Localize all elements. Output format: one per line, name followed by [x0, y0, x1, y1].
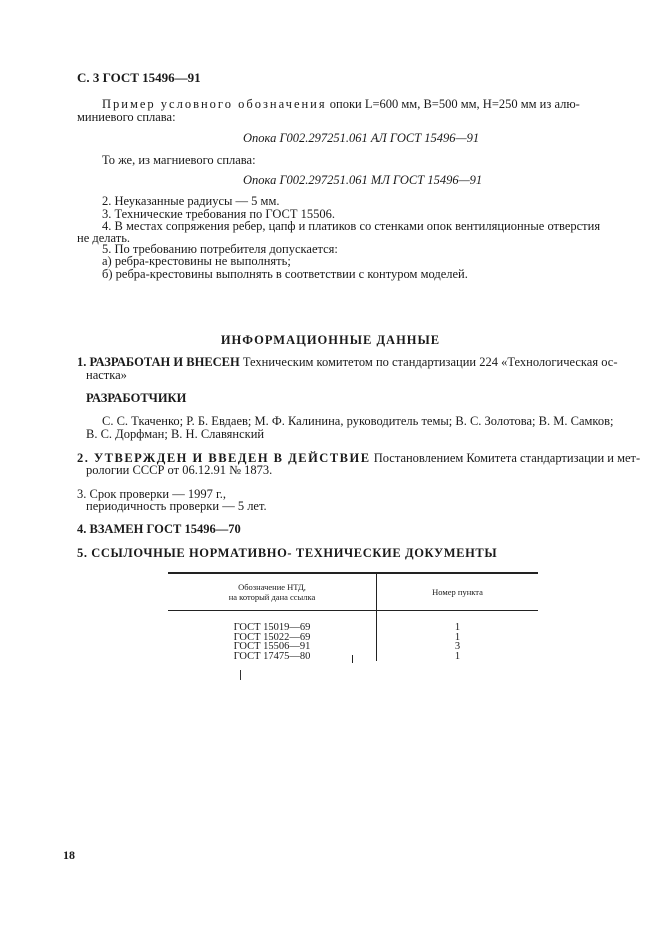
col-header-document-line-1: Обозначение НТД,: [238, 582, 306, 592]
info-section-title: ИНФОРМАЦИОННЫЕ ДАННЫЕ: [220, 333, 441, 347]
page-header: С. 3 ГОСТ 15496—91: [77, 70, 201, 85]
table-row: [168, 642, 538, 652]
table-cell-item: 1: [377, 611, 539, 633]
reference-documents-table: [168, 572, 538, 661]
scan-mark: [240, 670, 241, 680]
same-magnesium-line: То же, из магниевого сплава:: [102, 153, 256, 167]
col-header-item-number: Номер пункта: [377, 573, 539, 611]
table-row: [168, 633, 538, 643]
table-cell-document: ГОСТ 15019—69: [233, 622, 311, 633]
table-row: [168, 611, 538, 633]
info-item-5: 5. ССЫЛОЧНЫЕ НОРМАТИВНО- ТЕХНИЧЕСКИЕ ДОКУМЕНТЫ: [77, 546, 498, 560]
page-number: 18: [63, 848, 75, 862]
info-item-1-head: 1. РАЗРАБОТАН И ВНЕСЕН: [77, 355, 240, 369]
note-2: 2. Неуказанные радиусы — 5 мм.: [102, 194, 280, 208]
note-5b: б) ребра-крестовины выполнять в соответствии с контуром моделей.: [102, 267, 468, 281]
info-item-1-line-2: настка»: [86, 368, 127, 382]
table-cell-document: ГОСТ 15022—69: [233, 631, 311, 643]
example-line-2: миниевого сплава:: [77, 110, 176, 124]
col-header-document-line-2: на который дана ссылка: [228, 592, 316, 602]
info-item-3-line-1: 3. Срок проверки — 1997 г.,: [77, 487, 226, 501]
info-item-2-head: 2. УТВЕРЖДЕН И ВВЕДЕН В ДЕЙСТВИЕ: [77, 451, 371, 465]
note-3: 3. Технические требования по ГОСТ 15506.: [102, 207, 335, 221]
table-cell-document: ГОСТ 15506—91: [233, 641, 311, 652]
note-4-line-2: не делать.: [77, 231, 131, 245]
info-item-1-rest: Техническим комитетом по стандартизации 224 «Технологическая ос-: [242, 355, 618, 369]
col-header-document: [168, 573, 377, 611]
table-cell-document: ГОСТ 17475—80: [233, 650, 311, 662]
developers-line-2: В. С. Дорфман; В. Н. Славянский: [86, 427, 265, 441]
example-line-1-rest: опоки L=600 мм, B=500 мм, H=250 мм из алю-: [329, 97, 580, 111]
designation-aluminum: Опока Г002.297251.061 АЛ ГОСТ 15496—91: [243, 131, 480, 145]
table-cell-item: 1: [377, 652, 539, 662]
note-5: 5. По требованию потребителя допускается:: [102, 242, 338, 256]
developers-heading: РАЗРАБОТЧИКИ: [86, 391, 187, 405]
table-divider-extension: [352, 655, 353, 663]
info-item-4: 4. ВЗАМЕН ГОСТ 15496—70: [77, 522, 241, 536]
note-4-line-1: 4. В местах сопряжения ребер, цапф и платиков со стенками опок вентиляционные отверстия: [102, 219, 601, 233]
info-item-1: [77, 355, 618, 370]
developers-line-1: С. С. Ткаченко; Р. Б. Евдаев; М. Ф. Калинина, руководитель темы; В. С. Золотова; В. М. Самков;: [102, 414, 614, 428]
table-cell-item: 3: [377, 642, 539, 652]
example-lead: Пример условного обозначения: [102, 97, 327, 111]
table-cell-item: 1: [377, 633, 539, 643]
note-5a: а) ребра-крестовины не выполнять;: [102, 254, 291, 268]
table-row: [168, 652, 538, 662]
info-item-3-line-2: периодичность проверки — 5 лет.: [86, 499, 267, 513]
designation-magnesium: Опока Г002.297251.061 МЛ ГОСТ 15496—91: [243, 173, 483, 187]
info-item-2-line-2: рологии СССР от 06.12.91 № 1873.: [86, 463, 273, 477]
info-item-2-rest: Постановлением Комитета стандартизации и мет-: [373, 451, 641, 465]
